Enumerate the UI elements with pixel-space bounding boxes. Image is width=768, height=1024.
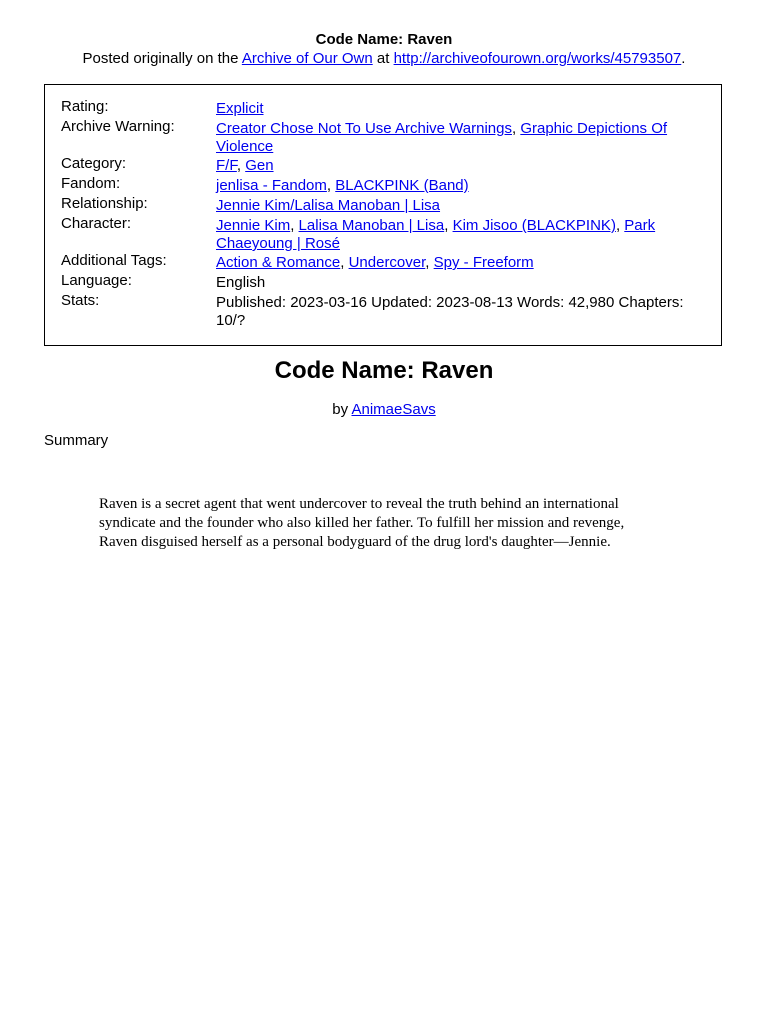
posted-period: . <box>681 50 686 67</box>
fandom-link[interactable]: BLACKPINK (Band) <box>335 177 469 194</box>
archive-link[interactable]: Archive of Our Own <box>241 50 373 67</box>
tag-link[interactable]: Action & Romance <box>216 254 341 271</box>
metadata-box: Rating: Explicit Archive Warning: Creator Chose Not To Use Archive Warnings, Graphic Depictions Of Violence Category: F/F, Gen Fandom: jenlisa - Fandom, BLACKPINK (Band) Relationship: Jennie Kim/Lalisa Manoban | Lisa Character: Jennie Kim, Lalisa Manoban | Lisa, Kim Jisoo (BLACKPINK), Park Chaeyoung | Rosé Additional Tags: Action & Romance, Undercover, Spy - Freeform Language: English Stats: Published: 2023-03-16 Updated: 2023-08-13 Words: 42,980 Chapters: 10/? <box>44 84 722 346</box>
stats-label: Stats: <box>61 292 100 309</box>
author-link[interactable]: AnimaeSavs <box>351 401 436 418</box>
summary-heading: Summary <box>44 432 109 449</box>
character-label: Character: <box>61 215 132 232</box>
category-link[interactable]: F/F <box>216 157 237 174</box>
work-title: Code Name: Raven <box>274 357 494 384</box>
relationship-label: Relationship: <box>61 195 148 212</box>
relationship-link[interactable]: Jennie Kim/Lalisa Manoban | Lisa <box>216 197 441 214</box>
category-link[interactable]: Gen <box>245 157 274 174</box>
language-value: English <box>216 274 266 291</box>
work-url-link[interactable]: http://archiveofourown.org/works/45793507 <box>393 50 682 67</box>
warning-link[interactable]: Creator Chose Not To Use Archive Warnings <box>216 120 512 137</box>
rating-label: Rating: <box>61 98 109 115</box>
language-label: Language: <box>61 272 132 289</box>
posted-line <box>0 50 768 67</box>
stats-value: Published: 2023-03-16 Updated: 2023-08-13 Words: 42,980 Chapters: 10/? <box>216 294 684 329</box>
rating-link[interactable]: Explicit <box>216 100 264 117</box>
character-link[interactable]: Jennie Kim <box>216 217 291 234</box>
tags-label: Additional Tags: <box>61 252 167 269</box>
tag-link[interactable]: Undercover <box>348 254 426 271</box>
tag-link[interactable]: Spy - Freeform <box>433 254 534 271</box>
posted-prefix: Posted originally on the <box>82 50 242 67</box>
byline <box>0 401 768 418</box>
fandom-label: Fandom: <box>61 175 121 192</box>
warning-link[interactable]: Graphic Depictions Of Violence <box>216 120 668 155</box>
character-link[interactable]: Lalisa Manoban | Lisa <box>298 217 445 234</box>
at-text: at <box>372 50 394 67</box>
by-prefix: by <box>332 401 352 418</box>
header-title: Code Name: Raven <box>315 31 453 48</box>
category-label: Category: <box>61 155 127 172</box>
summary-text: Raven is a secret agent that went undercover to reveal the truth behind an international syndicate and the founder who also killed her father. To fulfill her mission and revenge, Raven disguised herself as a personal bodyguard of the drug lord's daughter—Jennie. <box>99 496 625 550</box>
fandom-link[interactable]: jenlisa - Fandom <box>216 177 327 194</box>
character-link[interactable]: Park Chaeyoung | Rosé <box>216 217 656 252</box>
warning-label: Archive Warning: <box>61 118 175 135</box>
character-link[interactable]: Kim Jisoo (BLACKPINK) <box>452 217 616 234</box>
